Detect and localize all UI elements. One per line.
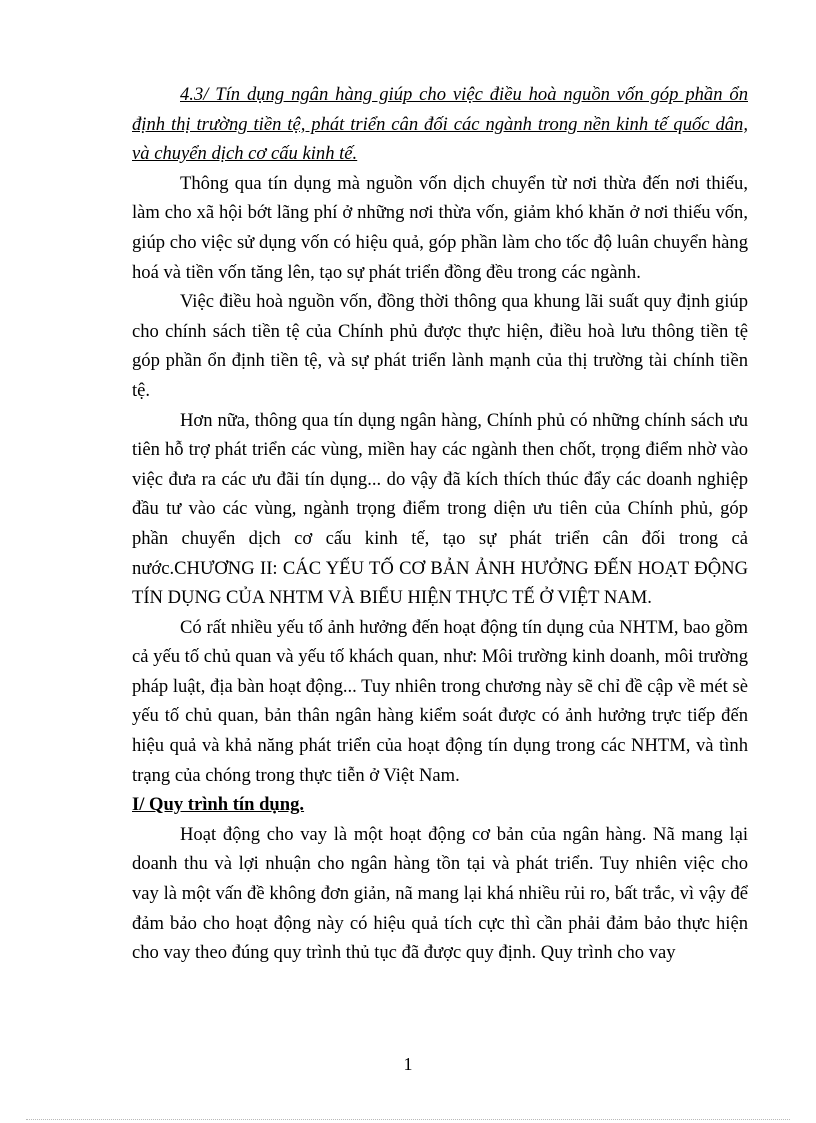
paragraph-5: Hoạt động cho vay là một hoạt động cơ bản của ngân hàng. Nã mang lại doanh thu và lợi nhuận cho ngân hàng tồn tại và phát triển. Tuy nhiên việc cho vay là một vấn đề không đơn giản, nã mang lại khá nhiều rủi ro, bất trắc, vì vậy để đảm bảo cho hoạt động này có hiệu quả tích cực thì cần phải đảm bảo thực hiện cho vay theo đúng quy trình thủ tục đã được quy định. Quy trình cho vay [132,823,748,964]
paragraph-2: Việc điều hoà nguồn vốn, đồng thời thông qua khung lãi suất quy định giúp cho chính sách tiền tệ của Chính phủ được thực hiện, điều hoà lưu thông tiền tệ góp phần ổn định tiền tệ, và sự phát triển lành mạnh của thị trường tài chính tiền tệ. [132,291,748,401]
paragraph-4: Có rất nhiều yếu tố ảnh hưởng đến hoạt động tín dụng của NHTM, bao gồm cả yếu tố chủ quan và yếu tố khách quan, như: Môi trường kinh doanh, môi trường pháp luật, địa bàn hoạt động... Tuy nhiên trong chương này sẽ chỉ đề cập về mét sè yếu tố chủ quan, bản thân ngân hàng kiểm soát được có ảnh hưởng trực tiếp đến hiệu quả và khả năng phát triển của hoạt động tín dụng trong các NHTM, và tình trạng của chóng trong thực tiễn ở Việt Nam. [132,616,748,786]
paragraph-1: Thông qua tín dụng mà nguồn vốn dịch chuyển từ nơi thừa đến nơi thiếu, làm cho xã hội bớt lãng phí ở những nơi thừa vốn, giảm khó khăn ở nơi thiếu vốn, giúp cho việc sử dụng vốn có hiệu quả, góp phần làm cho tốc độ luân chuyển hàng hoá và tiền vốn tăng lên, tạo sự phát triển đồng đều trong các ngành. [132,172,748,283]
document-body [132,80,748,968]
heading-4-3: 4.3/ Tín dụng ngân hàng giúp cho việc điều hoà nguồn vốn góp phần ổn định thị trường tiền tệ, phát triển cân đối các ngành trong nền kinh tế quốc dân, và chuyển dịch cơ cấu kinh tế. [132,84,748,165]
page-number: 1 [403,1054,413,1074]
paragraph-3: Hơn nữa, thông qua tín dụng ngân hàng, Chính phủ có những chính sách ưu tiên hỗ trợ phát triển các vùng, miền hay các ngành then chốt, trọng điểm nhờ vào việc đưa ra các ưu đãi tín dụng... do vậy đã kích thích thúc đẩy các doanh nghiệp đầu tư vào các vùng, ngành trọng điểm trong diện ưu tiên của Chính phủ, góp phần chuyển dịch cơ cấu kinh tế, tạo sự phát triển cân đối trong cả nước.CHƯƠNG II: CÁC YẾU TỐ CƠ BẢN ẢNH HƯỞNG ĐẾN HOẠT ĐỘNG TÍN DỤNG CỦA NHTM VÀ BIỂU HIỆN THỰC TẾ Ở VIỆT NAM. [132,409,748,609]
page-bottom-divider [26,1119,790,1120]
section-heading-quy-trinh: I/ Quy trình tín dụng. [132,794,305,816]
